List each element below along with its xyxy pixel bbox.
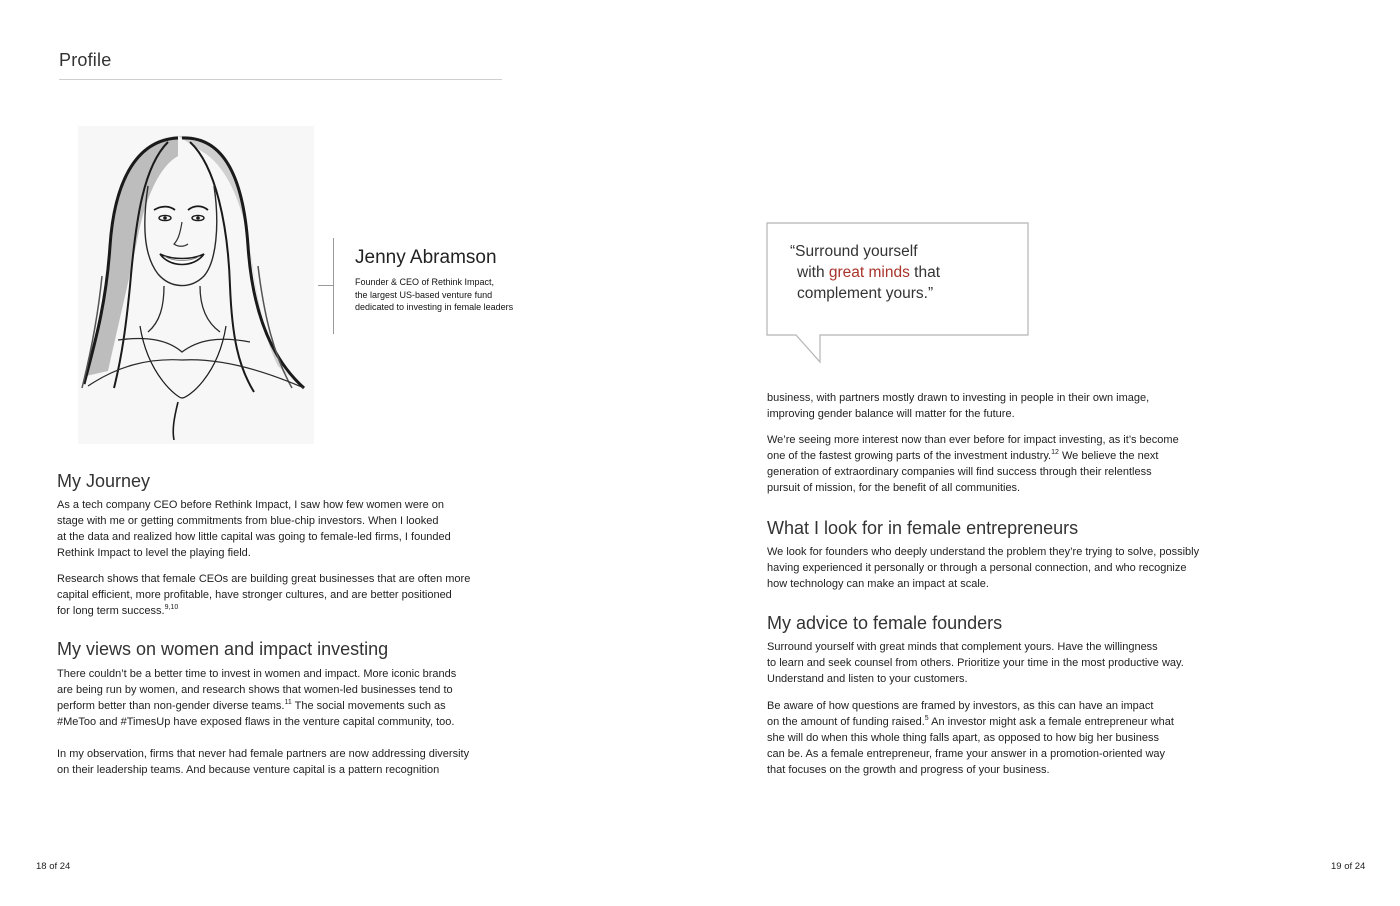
text-line: pursuit of mission, for the benefit of all communities.	[767, 482, 1021, 494]
heading-what-i-look-for: What I look for in female entrepreneurs	[767, 518, 1079, 538]
text-line: that focuses on the growth and progress of your business.	[767, 764, 1050, 776]
continued-paragraph-2	[767, 432, 1179, 496]
text-line	[57, 603, 470, 619]
text-line	[57, 698, 456, 714]
text-line: generation of extraordinary companies will find success through their relentless	[767, 466, 1152, 478]
pull-quote	[790, 241, 940, 304]
portrait-illustration	[78, 126, 314, 444]
heading-my-advice: My advice to female founders	[767, 613, 1003, 633]
continued-paragraph-1	[767, 390, 1149, 422]
text-run: An investor might ask a female entrepreneur what	[928, 716, 1174, 728]
text-line: Surround yourself with great minds that complement yours. Have the willingness	[767, 641, 1158, 653]
text-run: perform better than non-gender diverse teams.	[57, 700, 285, 712]
text-run: The social movements such as	[291, 700, 446, 712]
title-divider	[59, 79, 502, 80]
quote-run: that	[909, 264, 941, 281]
views-paragraph-2	[57, 746, 469, 778]
advice-paragraph-2	[767, 698, 1174, 778]
text-line: are being run by women, and research shows that women-led businesses tend to	[57, 684, 453, 696]
text-line: We’re seeing more interest now than ever before for impact investing, as it’s become	[767, 434, 1179, 446]
text-line: at the data and realized how little capital was going to female-led firms, I founded	[57, 531, 451, 543]
text-line: Research shows that female CEOs are building great businesses that are often more	[57, 573, 471, 585]
page-number-right: 19 of 24	[1331, 861, 1366, 872]
text-line	[767, 448, 1179, 464]
footnote-ref: 9,10	[164, 604, 179, 611]
footnote-ref: 12	[1051, 449, 1059, 456]
text-line: stage with me or getting commitments from blue-chip investors. When I looked	[57, 515, 439, 527]
profile-bio	[355, 276, 513, 314]
text-line: having experienced it personally or through a personal connection, and who recognize	[767, 562, 1187, 574]
text-line: In my observation, firms that never had female partners are now addressing diversity	[57, 748, 470, 760]
quote-line	[790, 262, 940, 283]
text-line	[767, 714, 1174, 730]
text-run: on the amount of funding raised.	[767, 716, 925, 728]
page-number-left: 18 of 24	[36, 861, 71, 872]
text-line: can be. As a female entrepreneur, frame your answer in a promotion-oriented way	[767, 748, 1166, 760]
bio-line: dedicated to investing in female leaders	[355, 302, 514, 312]
text-line: We look for founders who deeply understand the problem they’re trying to solve, possibly	[767, 546, 1200, 558]
heading-my-journey: My Journey	[57, 471, 151, 491]
bio-line: Founder & CEO of Rethink Impact,	[355, 277, 495, 287]
advice-paragraph-1	[767, 639, 1184, 687]
page-title: Profile	[59, 50, 112, 70]
callout-connector-rule	[318, 285, 334, 286]
journey-paragraph-1	[57, 497, 451, 561]
text-line: she will do when this whole thing falls apart, as opposed to how big her business	[767, 732, 1159, 744]
look-paragraph	[767, 544, 1199, 592]
heading-my-views: My views on women and impact investing	[57, 639, 389, 659]
profile-name: Jenny Abramson	[355, 247, 497, 268]
text-line: capital efficient, more profitable, have stronger cultures, and are better positioned	[57, 589, 452, 601]
views-paragraph-1	[57, 666, 456, 730]
quote-line: complement yours.”	[797, 285, 934, 302]
text-line: As a tech company CEO before Rethink Impact, I saw how few women were on	[57, 499, 445, 511]
text-line: Rethink Impact to level the playing field.	[57, 547, 251, 559]
text-run: We believe the next	[1058, 450, 1159, 462]
quote-line: “Surround yourself	[790, 243, 918, 260]
journey-paragraph-2	[57, 571, 470, 619]
text-line: to learn and seek counsel from others. Prioritize your time in the most productive way.	[767, 657, 1184, 669]
quote-run: with	[797, 264, 829, 281]
text-line: how technology can make an impact at scale.	[767, 578, 989, 590]
text-line: #MeToo and #TimesUp have exposed flaws in the venture capital community, too.	[57, 716, 455, 728]
footnote-ref: 11	[284, 699, 292, 706]
quote-highlight: great minds	[828, 264, 910, 281]
callout-vertical-rule	[333, 238, 334, 334]
text-line: business, with partners mostly drawn to investing in people in their own image,	[767, 392, 1150, 404]
text-line: Be aware of how questions are framed by investors, as this can have an impact	[767, 700, 1154, 712]
footnote-ref: 5	[924, 715, 929, 722]
text-line: improving gender balance will matter for the future.	[767, 408, 1015, 420]
text-run: one of the fastest growing parts of the investment industry.	[767, 450, 1052, 462]
text-line: There couldn’t be a better time to invest in women and impact. More iconic brands	[57, 668, 457, 680]
text-line: on their leadership teams. And because venture capital is a pattern recognition	[57, 764, 440, 776]
text-run: for long term success.	[57, 605, 165, 617]
text-line: Understand and listen to your customers.	[767, 673, 968, 685]
bio-line: the largest US-based venture fund	[355, 289, 493, 300]
